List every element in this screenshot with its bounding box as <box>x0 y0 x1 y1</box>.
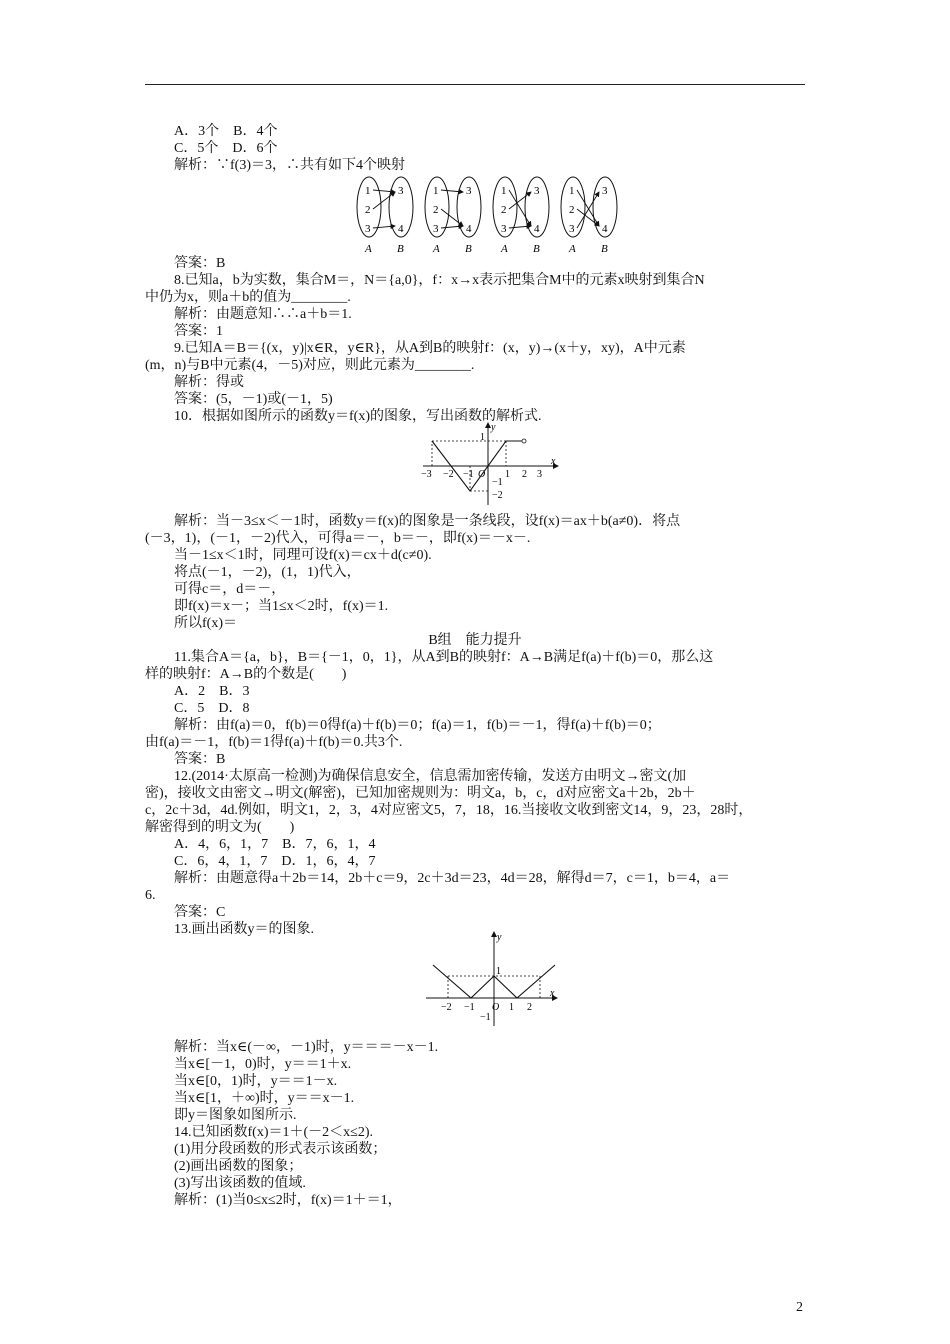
text-line: 当x∈[0，1)时，y＝＝1－x. <box>174 1074 338 1089</box>
domain-value: 2 <box>365 204 371 216</box>
text-line: 解析：(1)当0≤x≤2时，f(x)＝1＋＝1， <box>174 1193 402 1208</box>
x-tick: 1 <box>509 1002 514 1013</box>
y-tick: −1 <box>480 1012 491 1023</box>
text-line: 解析：由f(a)＝0，f(b)＝0得f(a)＋f(b)＝0；f(a)＝1，f(b)＝－1，得f(a)＋f(b)＝0； <box>174 718 661 733</box>
mapping-group <box>493 177 549 255</box>
text-line: C．6，4，1，7 D．1，6，4，7 <box>174 854 376 869</box>
function-graph-13 <box>424 928 564 1028</box>
domain-value: 2 <box>501 204 507 216</box>
set-label: B <box>601 243 608 255</box>
x-axis-label: x <box>551 456 556 467</box>
set-label: A <box>569 243 576 255</box>
text-line: c，2c＋3d，4d.例如，明文1，2，3，4对应密文5，7，18，16.当接收文收到密文14，9，23，28时， <box>145 803 753 818</box>
text-line: 10．根据如图所示的函数y＝f(x)的图象，写出函数的解析式. <box>174 409 542 424</box>
mapping-arrow <box>373 192 395 209</box>
text-line: 8.已知a，b为实数，集合M＝，N＝{a,0}，f：x→x表示把集合M中的元素x映射到集合N <box>174 273 705 288</box>
mapping-arrow <box>577 190 599 226</box>
x-tick: 2 <box>522 469 527 480</box>
text-line: (－3，1)，(－1，－2)代入，可得a＝－，b＝－，即f(x)＝－x－. <box>145 531 531 546</box>
domain-value: 3 <box>433 223 439 235</box>
text-line: 答案：B <box>174 256 226 271</box>
mapping-group <box>425 177 481 255</box>
text-line: 可得c＝，d＝－， <box>174 582 286 597</box>
text-line: 将点(－1，－2)，(1，1)代入， <box>174 565 361 580</box>
text-line: 12.(2014·太原高一检测)为确保信息安全，信息需加密传输，发送方由明文→密文(加 <box>174 769 687 784</box>
x-tick: −3 <box>421 469 432 480</box>
set-label: A <box>501 243 508 255</box>
header-rule <box>145 84 805 85</box>
section-heading: B组 能力提升 <box>428 633 522 648</box>
y-tick: −2 <box>492 490 503 501</box>
domain-value: 3 <box>365 223 371 235</box>
text-line: 答案：B <box>174 752 226 767</box>
y-tick: 1 <box>496 966 501 977</box>
text-line: 13.画出函数y＝的图象. <box>174 922 314 937</box>
text-line: 所以f(x)＝ <box>174 616 237 631</box>
x-tick: 1 <box>505 469 510 480</box>
text-line: 由f(a)＝－1，f(b)＝1得f(a)＋f(b)＝0.共3个. <box>145 735 403 750</box>
domain-value: 2 <box>433 204 439 216</box>
x-tick: 2 <box>527 1002 532 1013</box>
set-label: A <box>433 243 440 255</box>
text-line: 密)，接收文由密文→明文(解密)，已知加密规则为：明文a，b，c，d对应密文a＋2b，2b＋ <box>145 786 696 801</box>
text-line: (m，n)与B中元素(4，－5)对应，则此元素为________. <box>145 358 475 373</box>
x-tick: −1 <box>464 1002 475 1013</box>
text-line: 当x∈[1，＋∞)时，y＝＝x－1. <box>174 1091 355 1106</box>
set-label: B <box>533 243 540 255</box>
mapping-arrow <box>373 190 395 192</box>
x-tick: 3 <box>537 469 542 480</box>
codomain-value: 3 <box>466 185 472 197</box>
text-line: 当－1≤x＜1时，同理可设f(x)＝cx＋d(c≠0). <box>174 548 432 563</box>
codomain-value: 4 <box>398 223 404 235</box>
text-line: (1)用分段函数的形式表示该函数； <box>174 1142 387 1157</box>
text-line: 样的映射f：A→B的个数是( ) <box>145 667 347 682</box>
text-line: 解析：由题意得a＋2b＝14，2b＋c＝9，2c＋3d＝23，4d＝28，解得d＝7，c＝1，b＝4，a＝ <box>174 871 731 886</box>
codomain-value: 4 <box>466 223 472 235</box>
text-line: 中仍为x，则a＋b的值为________. <box>145 290 351 305</box>
text-line: 即f(x)＝x－；当1≤x＜2时，f(x)＝1. <box>174 599 389 614</box>
codomain-value: 4 <box>534 223 540 235</box>
text-line: C．5 D．8 <box>174 701 250 716</box>
text-line: 11.集合A＝{a，b}，B＝{－1，0，1}，从A到B的映射f：A→B满足f(a)＋f(b)＝0，那么这 <box>174 650 714 665</box>
text-line: 解密得到的明文为( ) <box>145 820 295 835</box>
text-line: 解析：由题意知∴∴a＋b＝1. <box>174 307 352 322</box>
mapping-arrow <box>509 190 531 226</box>
text-line: (3)写出该函数的值域. <box>174 1176 306 1191</box>
domain-value: 1 <box>569 185 575 197</box>
codomain-value: 3 <box>602 185 608 197</box>
text-line: C．5个 D．6个 <box>174 141 278 156</box>
text-line: 解析：当－3≤x＜－1时，函数y＝f(x)的图象是一条线段，设f(x)＝ax＋b(a≠0)．将点 <box>174 514 681 529</box>
page-number: 2 <box>796 1300 803 1315</box>
origin-label: O <box>492 1002 500 1013</box>
set-label: A <box>365 243 372 255</box>
mapping-group <box>357 177 413 255</box>
x-axis-label: x <box>550 988 555 999</box>
text-line: 答案：1 <box>174 324 223 339</box>
mapping-group <box>561 177 617 255</box>
x-tick: −1 <box>463 469 474 480</box>
y-axis-label: y <box>497 932 502 943</box>
x-tick: −2 <box>443 469 454 480</box>
text-line: 当x∈[－1，0)时，y＝＝1＋x. <box>174 1057 352 1072</box>
mapping-diagrams <box>355 175 625 255</box>
text-line: (2)画出函数的图象； <box>174 1159 303 1174</box>
function-graph-10 <box>418 420 568 508</box>
codomain-value: 3 <box>398 185 404 197</box>
mapping-arrow <box>441 190 463 192</box>
text-line: A．2 B．3 <box>174 684 250 699</box>
text-line: A．4，6，1，7 B．7，6，1，4 <box>174 837 376 852</box>
mapping-arrow <box>441 209 463 226</box>
domain-value: 3 <box>501 223 507 235</box>
domain-value: 2 <box>569 204 575 216</box>
set-label: B <box>465 243 472 255</box>
text-line: 解析：得或 <box>174 375 244 390</box>
text-line: A．3个 B．4个 <box>174 124 278 139</box>
set-label: B <box>397 243 404 255</box>
domain-value: 3 <box>569 223 575 235</box>
text-line: 答案：(5，－1)或(－1，5) <box>174 392 333 407</box>
codomain-value: 4 <box>602 223 608 235</box>
x-tick: −2 <box>441 1002 452 1013</box>
domain-value: 1 <box>501 185 507 197</box>
text-line: 6. <box>145 888 156 903</box>
text-line: 14.已知函数f(x)＝1＋(－2＜x≤2). <box>174 1125 373 1140</box>
origin-label: O <box>478 469 486 480</box>
y-tick: −1 <box>492 477 503 488</box>
y-tick: 1 <box>480 432 485 443</box>
codomain-value: 3 <box>534 185 540 197</box>
mapping-arrow <box>577 192 599 228</box>
text-line: 解析：∵f(3)＝3，∴共有如下4个映射 <box>174 158 405 173</box>
text-line: 9.已知A＝B＝{(x，y)|x∈R，y∈R}，从A到B的映射f：(x，y)→(x＋y，xy)，A中元素 <box>174 341 686 356</box>
y-axis-label: y <box>491 422 496 433</box>
text-line: 解析：当x∈(－∞，－1)时，y＝＝＝－x－1. <box>174 1040 439 1055</box>
domain-value: 1 <box>433 185 439 197</box>
text-line: 答案：C <box>174 905 226 920</box>
domain-value: 1 <box>365 185 371 197</box>
open-point <box>522 439 526 443</box>
text-line: 即y＝图象如图所示. <box>174 1108 297 1123</box>
